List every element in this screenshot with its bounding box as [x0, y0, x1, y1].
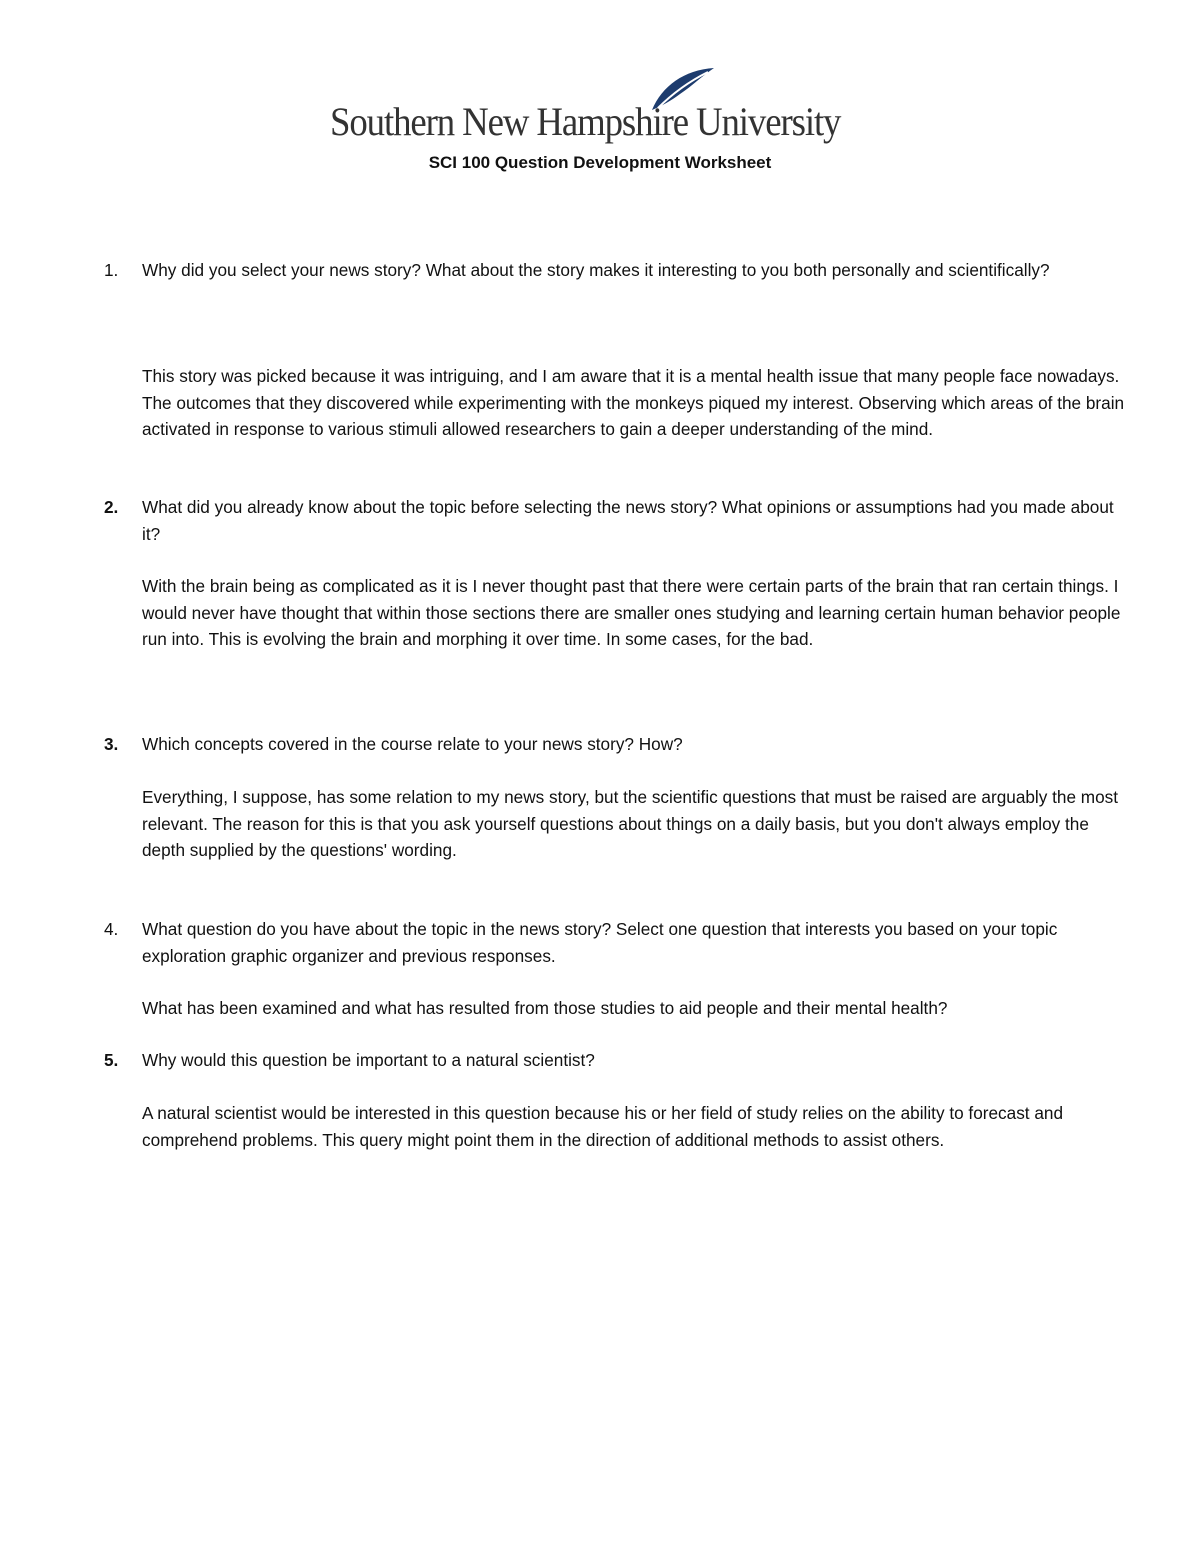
university-logo	[330, 64, 875, 156]
question-number: 1.	[104, 260, 119, 280]
answer-3: Everything, I suppose, has some relation to my news story, but the scientific questions that must be raised are arguably the most relevant. The reason for this is that you ask yourself questions about things on a daily basis, but you don't always employ the depth supplied by the questions' wording.	[142, 787, 1119, 860]
question-number: 2.	[104, 497, 119, 517]
question-2	[104, 494, 1134, 547]
question-text: Why did you select your news story? What about the story makes it interesting to you both personally and scientifically?	[142, 260, 1050, 280]
question-text: What question do you have about the topic in the news story? Select one question that interests you based on your topic exploration graphic organizer and previous responses.	[142, 919, 1058, 966]
question-number: 4.	[104, 919, 119, 939]
question-text: Which concepts covered in the course relate to your news story? How?	[142, 734, 683, 754]
question-number: 3.	[104, 734, 119, 754]
question-text: Why would this question be important to a natural scientist?	[142, 1050, 595, 1070]
answer-5: A natural scientist would be interested in this question because his or her field of study relies on the ability to forecast and comprehend problems. This query might point them in the direction of additional methods to assist others.	[142, 1103, 1064, 1150]
answer-2: With the brain being as complicated as it is I never thought past that there were certain parts of the brain that ran certain things. I would never have thought that within those sections there are smaller ones studying and learning certain human behavior people run into. This is evolving the brain and morphing it over time. In some cases, for the bad.	[142, 576, 1121, 649]
answer-4: What has been examined and what has resulted from those studies to aid people and their mental health?	[142, 998, 948, 1018]
question-4	[104, 916, 1134, 969]
question-5	[104, 1047, 1134, 1074]
question-number: 5.	[104, 1050, 119, 1070]
answer-1: This story was picked because it was intriguing, and I am aware that it is a mental health issue that many people face nowadays. The outcomes that they discovered while experimenting with the monkeys piqued my interest. Observing which areas of the brain activated in response to various stimuli allowed researchers to gain a deeper understanding of the mind.	[142, 366, 1125, 439]
question-3	[104, 731, 1134, 758]
question-text: What did you already know about the topic before selecting the news story? What opinions or assumptions had you made about it?	[142, 497, 1114, 544]
university-name: Southern New Hampshire University	[330, 99, 841, 144]
worksheet-title: SCI 100 Question Development Worksheet	[428, 153, 772, 172]
question-1	[104, 257, 1134, 284]
